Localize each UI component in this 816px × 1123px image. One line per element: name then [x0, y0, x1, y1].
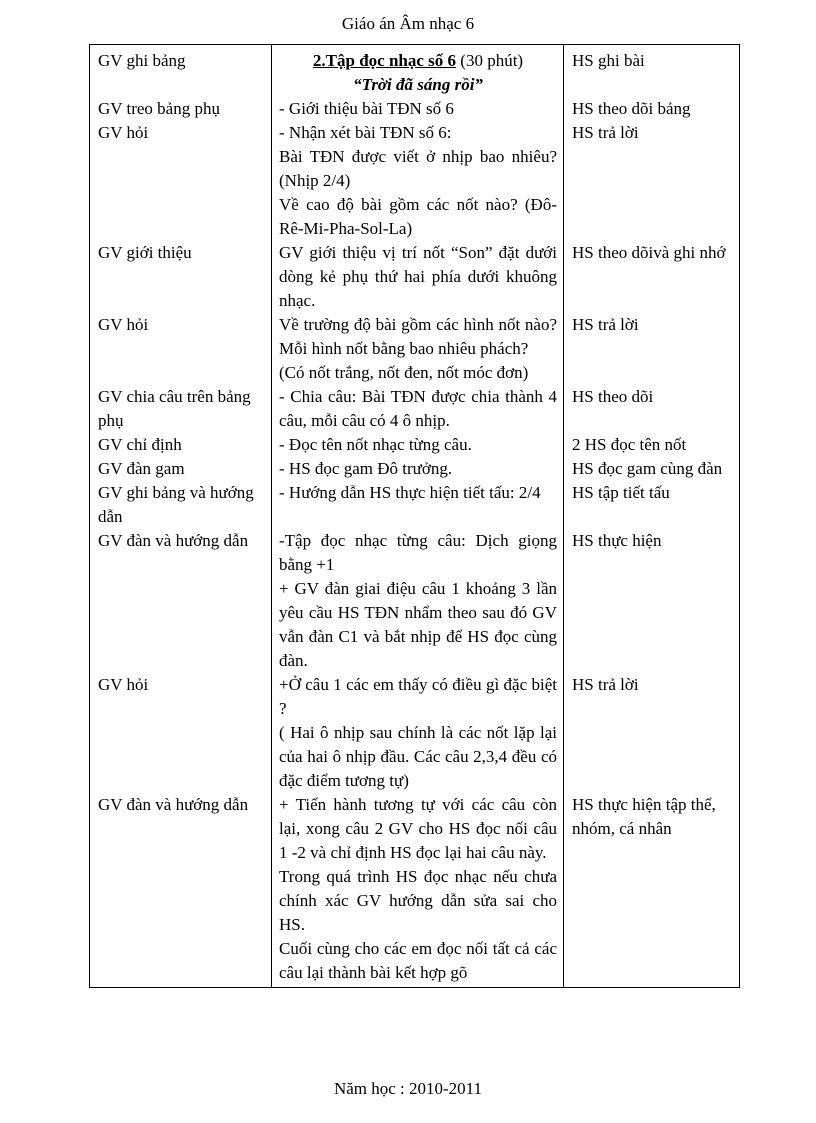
- content-item: Bài TĐN được viết ở nhịp bao nhiêu? (Nhịp 2/4): [279, 147, 557, 190]
- content-item: -Tập đọc nhạc từng câu: Dịch giọng bằng +1: [279, 531, 557, 574]
- lesson-duration: (30 phút): [460, 51, 524, 70]
- teacher-cell: [90, 45, 272, 98]
- content-item: (Có nốt trắng, nốt đen, nốt móc đơn): [279, 363, 529, 382]
- student-cell: [564, 45, 740, 98]
- student-activity: HS trả lời: [572, 123, 639, 142]
- student-cell: [564, 385, 740, 529]
- content-cell: [272, 793, 564, 988]
- student-cell: [564, 97, 740, 241]
- student-activity: HS theo dõi: [572, 387, 654, 406]
- teacher-activity: GV ghi bảng và hướng dẫn: [98, 483, 254, 526]
- content-item: Về cao độ bài gồm các nốt nào? (Đô-Rê-Mi-Pha-Sol-La): [279, 195, 557, 238]
- teacher-cell: [90, 97, 272, 241]
- lesson-title-line: [279, 49, 557, 73]
- student-activity: HS ghi bài: [572, 51, 645, 70]
- teacher-activity: GV hỏi: [98, 123, 149, 142]
- teacher-cell: [90, 673, 272, 793]
- student-cell: [564, 793, 740, 988]
- student-activity: HS theo dõi bảng: [572, 99, 691, 118]
- teacher-cell: [90, 529, 272, 673]
- teacher-activity: GV ghi bảng: [98, 51, 186, 70]
- student-activity: HS thực hiện tập thể, nhóm, cá nhân: [572, 795, 716, 838]
- teacher-cell: [90, 793, 272, 988]
- content-item: Về trường độ bài gồm các hình nốt nào? Mỗi hình nốt bằng bao nhiêu phách?: [279, 315, 557, 358]
- content-item: - Chia câu: Bài TĐN được chia thành 4 câu, mỗi câu có 4 ô nhịp.: [279, 387, 557, 430]
- content-item: - Nhận xét bài TĐN số 6:: [279, 123, 452, 142]
- content-cell: [272, 241, 564, 313]
- student-activity: HS theo dõivà ghi nhớ: [572, 243, 726, 262]
- content-item: + Tiến hành tương tự với các câu còn lại, xong câu 2 GV cho HS đọc nối câu 1 -2 và chỉ định HS đọc lại hai câu này.: [279, 795, 557, 862]
- content-cell: [272, 313, 564, 385]
- table-row: [90, 529, 740, 673]
- table-row: [90, 45, 740, 98]
- student-activity: HS tập tiết tấu: [572, 483, 670, 502]
- teacher-activity: GV chia câu trên bảng phụ: [98, 387, 251, 430]
- student-cell: [564, 241, 740, 313]
- content-item: + GV đàn giai điệu câu 1 khoảng 3 lần yêu cầu HS TĐN nhẩm theo sau đó GV vẫn đàn C1 và bắt nhịp để HS đọc cùng đàn.: [279, 579, 557, 670]
- content-item: GV giới thiệu vị trí nốt “Son” đặt dưới dòng kẻ phụ thứ hai phía dưới khuông nhạc.: [279, 243, 557, 310]
- lesson-subtitle: “Trời đã sáng rồi”: [353, 75, 483, 94]
- content-item: - Đọc tên nốt nhạc từng câu.: [279, 435, 472, 454]
- table-row: [90, 793, 740, 988]
- teacher-activity: GV hỏi: [98, 315, 149, 334]
- content-cell: [272, 45, 564, 98]
- teacher-activity: GV đàn và hướng dẫn: [98, 795, 249, 814]
- teacher-activity: GV đàn gam: [98, 459, 185, 478]
- student-activity: HS đọc gam cùng đàn: [572, 459, 723, 478]
- table-row: [90, 313, 740, 385]
- student-activity: HS thực hiện: [572, 531, 662, 550]
- student-cell: [564, 313, 740, 385]
- lesson-title: 2.Tập đọc nhạc số 6: [312, 51, 457, 70]
- student-cell: [564, 529, 740, 673]
- content-item: Cuối cùng cho các em đọc nối tất cả các câu lại thành bài kết hợp gõ: [279, 939, 557, 982]
- teacher-activity: GV chỉ định: [98, 435, 182, 454]
- table-row: [90, 673, 740, 793]
- content-item: ( Hai ô nhịp sau chính là các nốt lặp lại của hai ô nhịp đầu. Các câu 2,3,4 đều có đặc điểm tương tự): [279, 723, 557, 790]
- content-cell: [272, 529, 564, 673]
- student-activity: HS trả lời: [572, 315, 639, 334]
- content-cell: [272, 673, 564, 793]
- page-footer: Năm học : 2010-2011: [333, 1079, 483, 1098]
- teacher-cell: [90, 241, 272, 313]
- lesson-plan-table: [89, 44, 740, 988]
- content-item: Trong quá trình HS đọc nhạc nếu chưa chính xác GV hướng dẫn sửa sai cho HS.: [279, 867, 557, 934]
- content-item: - HS đọc gam Đô trưởng.: [279, 459, 453, 478]
- content-item: +Ở câu 1 các em thấy có điều gì đặc biệt ?: [279, 675, 557, 718]
- teacher-activity: GV hỏi: [98, 675, 149, 694]
- content-cell: [272, 385, 564, 529]
- student-activity: 2 HS đọc tên nốt: [572, 435, 687, 454]
- content-item: - Hướng dẫn HS thực hiện tiết tấu: 2/4: [279, 483, 541, 502]
- teacher-activity: GV đàn và hướng dẫn: [98, 531, 249, 550]
- teacher-activity: GV treo bảng phụ: [98, 99, 220, 118]
- table-row: [90, 97, 740, 241]
- content-item: - Giới thiệu bài TĐN số 6: [279, 99, 454, 118]
- student-cell: [564, 673, 740, 793]
- teacher-cell: [90, 313, 272, 385]
- page-header: Giáo án Âm nhạc 6: [341, 14, 475, 33]
- content-cell: [272, 97, 564, 241]
- table-row: [90, 385, 740, 529]
- table-row: [90, 241, 740, 313]
- teacher-activity: GV giới thiệu: [98, 243, 192, 262]
- student-activity: HS trả lời: [572, 675, 639, 694]
- teacher-cell: [90, 385, 272, 529]
